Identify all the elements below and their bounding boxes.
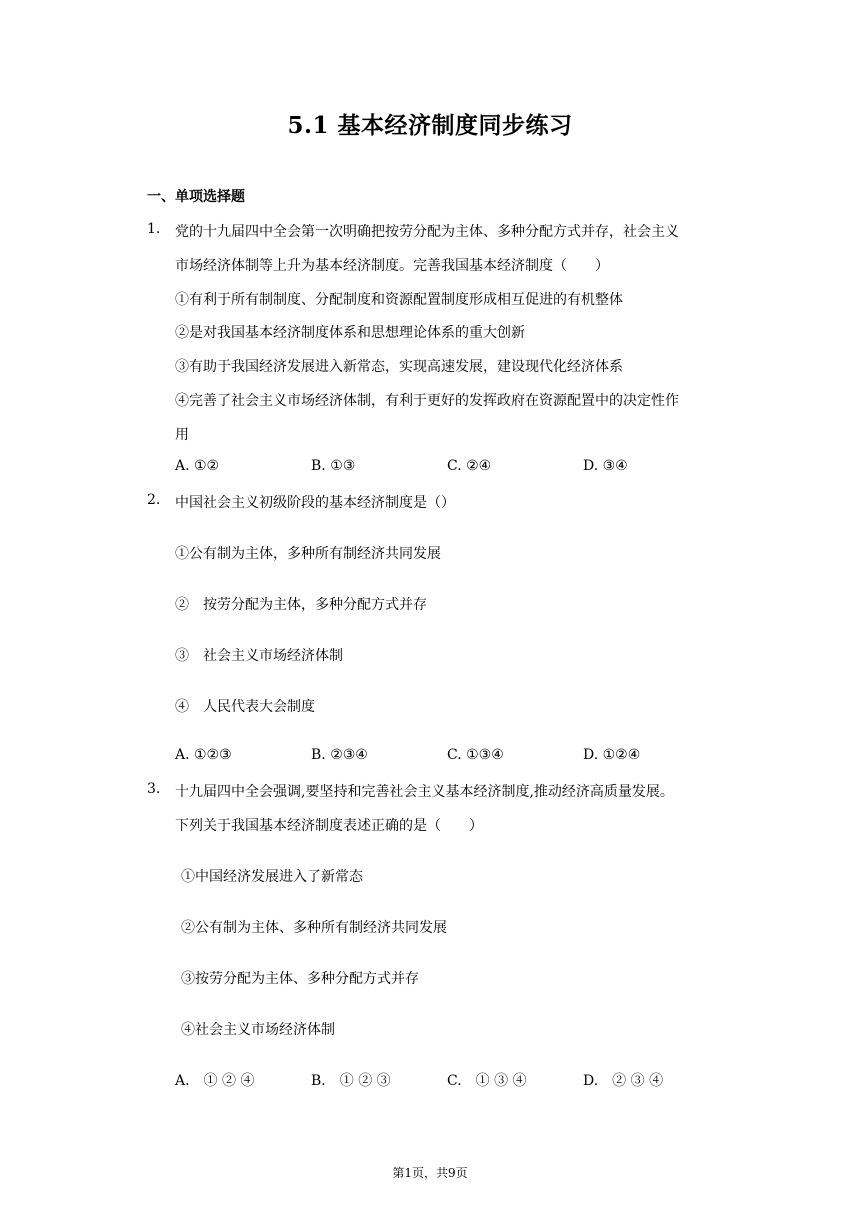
question-2-item: ② 按劳分配为主体，多种分配方式并存 (175, 597, 427, 613)
question-2-option-a: A. ①②③ (175, 747, 232, 763)
question-1-item: ②是对我国基本经济制度体系和思想理论体系的重大创新 (175, 325, 525, 341)
question-3-number: 3. (147, 781, 161, 797)
question-2-stem-line: 中国社会主义初级阶段的基本经济制度是（） (175, 495, 455, 511)
question-3-stem-line: 十九届四中全会强调,要坚持和完善社会主义基本经济制度,推动经济高质量发展。 (175, 784, 674, 800)
question-2-item: ③ 社会主义市场经济体制 (175, 648, 343, 664)
question-1-stem-line: 党的十九届四中全会第一次明确把按劳分配为主体、多种分配方式并存，社会主义 (175, 224, 679, 240)
question-2-option-d: D. ①②④ (583, 747, 641, 763)
question-1-stem-line: 市场经济体制等上升为基本经济制度。完善我国基本经济制度（ ） (175, 258, 609, 274)
question-3-option-b: B. ① ② ③ (311, 1073, 391, 1089)
question-1-option-b: B. ①③ (311, 458, 356, 474)
question-3-item: ②公有制为主体、多种所有制经济共同发展 (181, 920, 447, 936)
question-3-item: ④社会主义市场经济体制 (181, 1022, 335, 1038)
section-heading: 一、单项选择题 (147, 189, 245, 205)
question-2-number: 2. (147, 492, 161, 508)
question-1-option-a: A. ①② (175, 458, 220, 474)
question-2-item: ④ 人民代表大会制度 (175, 699, 315, 715)
question-1-item: 用 (175, 427, 189, 443)
question-2-item: ①公有制为主体，多种所有制经济共同发展 (175, 546, 441, 562)
question-3-item: ①中国经济发展进入了新常态 (181, 869, 363, 885)
question-1-item: ④完善了社会主义市场经济体制，有利于更好的发挥政府在资源配置中的决定性作 (175, 393, 679, 409)
page-footer: 第1页，共9页 (392, 1166, 468, 1180)
question-1-item: ③有助于我国经济发展进入新常态，实现高速发展，建设现代化经济体系 (175, 359, 623, 375)
question-3-option-d: D. ② ③ ④ (583, 1073, 664, 1089)
question-1-item: ①有利于所有制制度、分配制度和资源配置制度形成相互促进的有机整体 (175, 292, 623, 308)
question-1-number: 1. (147, 221, 161, 237)
question-2-option-c: C. ①③④ (447, 747, 504, 763)
question-3-item: ③按劳分配为主体、多种分配方式并存 (181, 971, 419, 987)
question-2-option-b: B. ②③④ (311, 747, 368, 763)
question-3-stem-line: 下列关于我国基本经济制度表述正确的是（ ） (175, 818, 483, 834)
page-title: 5.1 基本经济制度同步练习 (287, 112, 573, 139)
question-3-option-a: A. ① ② ④ (175, 1073, 255, 1089)
question-1-option-c: C. ②④ (447, 458, 492, 474)
question-3-option-c: C. ① ③ ④ (447, 1073, 527, 1089)
question-1-option-d: D. ③④ (583, 458, 628, 474)
